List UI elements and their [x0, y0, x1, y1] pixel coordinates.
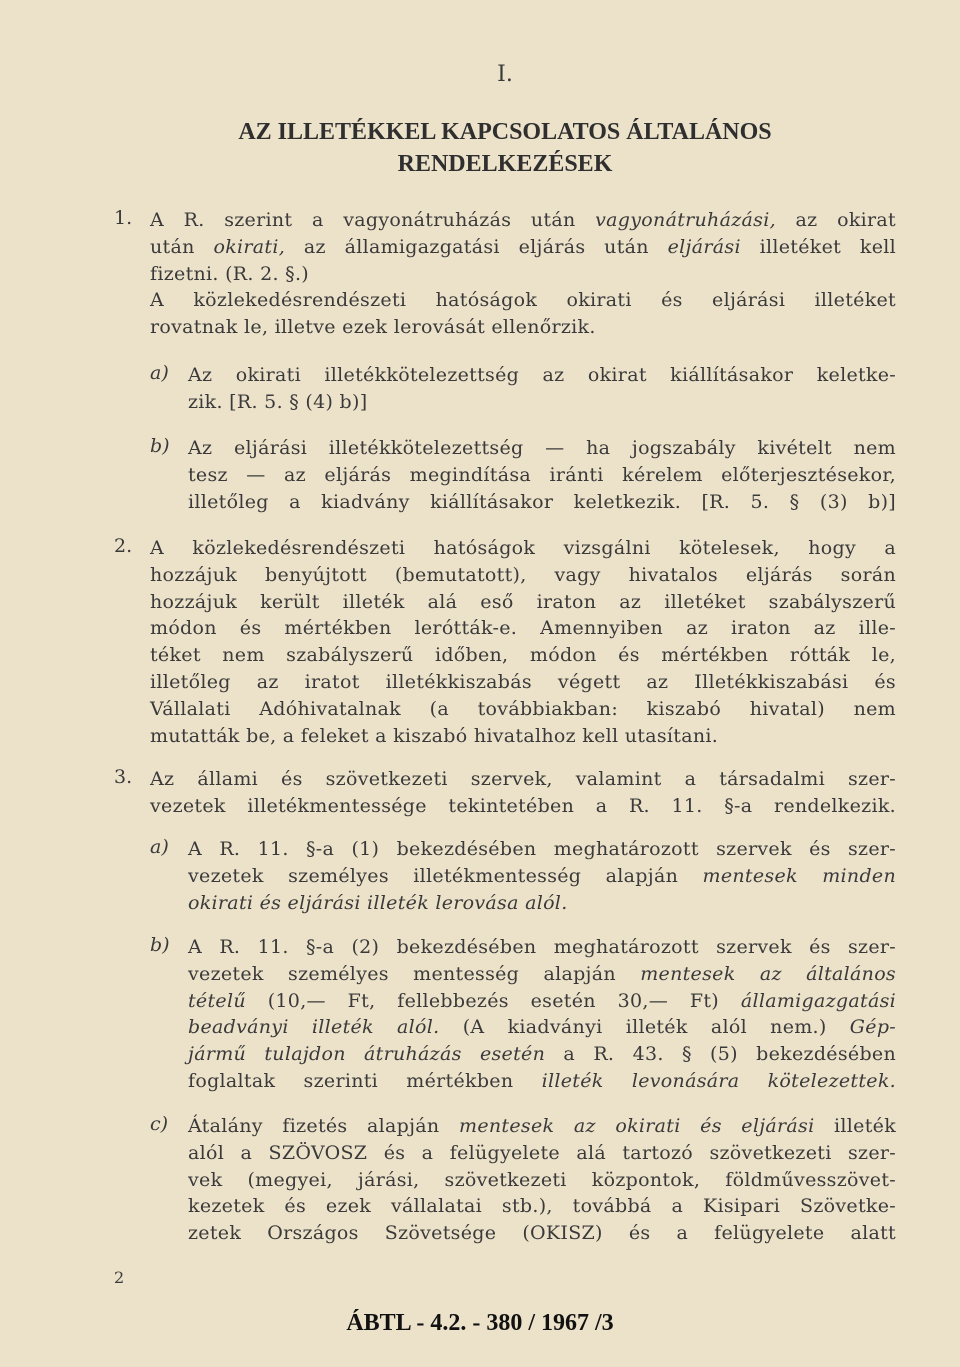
page-number: 2	[114, 1268, 125, 1287]
section-3a-label: a)	[150, 836, 169, 858]
section-1b-label: b)	[150, 435, 170, 457]
s2-line-7: Vállalati Adóhivatalnak (a továbbiakban: kiszabó hivatal) nem	[150, 697, 896, 720]
section-3a-text	[188, 836, 896, 916]
section-1-text	[150, 207, 896, 341]
section-2-number: 2.	[114, 535, 133, 557]
s3b-line-4: beadványi illeték alól. (A kiadványi illeték alól nem.) Gép-	[188, 1016, 897, 1039]
s3c-line-2: alól a SZÖVOSZ és a felügyelete alá tartozó szövetkezeti szer-	[188, 1141, 896, 1164]
section-3b-text	[188, 934, 896, 1095]
section-1-number: 1.	[114, 207, 133, 229]
section-1b-text	[188, 435, 896, 515]
section-3b-label: b)	[150, 934, 170, 956]
section-1a-text	[188, 362, 896, 416]
s1b-line-3: illetőleg a kiadvány kiállításakor keletkezik. [R. 5. § (3) b)]	[188, 490, 896, 513]
s2-line-5: téket nem szabályszerű időben, módon és mértékben rótták le,	[150, 644, 896, 667]
title-line-2: RENDELKEZÉSEK	[397, 151, 613, 177]
s3a-line-1: A R. 11. §-a (1) bekezdésében meghatározott szervek és szer-	[188, 838, 896, 860]
s1-line-4: A közlekedésrendészeti hatóságok okirati és eljárási illetéket	[150, 289, 896, 312]
title-line-1: AZ ILLETÉKKEL KAPCSOLATOS ÁLTALÁNOS	[238, 119, 772, 145]
s2-line-4: módon és mértékben lerótták-e. Amennyiben az iraton az ille-	[150, 617, 896, 640]
s3a-line-3: okirati és eljárási illeték lerovása alól.	[188, 891, 568, 914]
s1-line-5: rovatnak le, illetve ezek lerovását ellenőrzik.	[150, 316, 596, 339]
s1a-line-2: zik. [R. 5. § (4) b)]	[188, 390, 368, 413]
s3b-line-3: tételű (10,— Ft, fellebbezés esetén 30,— Ft) államigazgatási	[188, 989, 896, 1012]
s1b-line-1: Az eljárási illetékkötelezettség — ha jogszabály kivételt nem	[188, 437, 896, 459]
s3-line-2: vezetek illetékmentessége tekintetében a R. 11. §-a rendelkezik.	[150, 794, 896, 817]
s3b-line-6: foglaltak szerinti mértékben illeték levonására kötelezettek.	[188, 1069, 896, 1092]
s2-line-6: illetőleg az iratot illetékkiszabás végett az Illetékkiszabási és	[150, 670, 896, 693]
section-3-number: 3.	[114, 766, 133, 788]
s3c-line-1: Átalány fizetés alapján mentesek az okirati és eljárási illeték	[188, 1115, 897, 1137]
section-1a-label: a)	[150, 362, 169, 384]
section-3c-label: c)	[150, 1113, 169, 1135]
archive-reference-stamp: ÁBTL - 4.2. - 380 / 1967 /3	[346, 1310, 614, 1336]
s3a-line-2: vezetek személyes illetékmentesség alapján mentesek minden	[188, 864, 896, 887]
s3b-line-2: vezetek személyes mentesség alapján mentesek az általános	[188, 962, 896, 985]
section-3-text	[150, 766, 896, 820]
s1-line-2: után okirati, az államigazgatási eljárás után eljárási illetéket kell	[150, 235, 896, 258]
section-2-text	[150, 535, 896, 749]
s3-line-1: Az állami és szövetkezeti szervek, valamint a társadalmi szer-	[150, 768, 896, 790]
s1-line-3: fizetni. (R. 2. §.)	[150, 262, 310, 285]
s3c-line-3: vek (megyei, járási, szövetkezeti központok, földművesszövet-	[188, 1168, 896, 1191]
s1-line-1: A R. szerint a vagyonátruházás után vagyonátruházási, az okirat	[150, 209, 896, 231]
s2-line-1: A közlekedésrendészeti hatóságok vizsgálni kötelesek, hogy a	[150, 537, 896, 559]
s3b-line-5: jármű tulajdon átruházás esetén a R. 43. § (5) bekezdésében	[188, 1043, 896, 1066]
s2-line-2: hozzájuk benyújtott (bemutatott), vagy hivatalos eljárás során	[150, 563, 896, 586]
s2-line-3: hozzájuk került illeték alá eső iraton az illetéket szabályszerű	[150, 590, 896, 613]
s1a-line-1: Az okirati illetékkötelezettség az okirat kiállításakor keletke-	[188, 364, 896, 386]
s1b-line-2: tesz — az eljárás megindítása iránti kérelem előterjesztésekor,	[188, 463, 896, 486]
page-title	[0, 116, 960, 180]
section-3c-text	[188, 1113, 896, 1247]
s3b-line-1: A R. 11. §-a (2) bekezdésében meghatározott szervek és szer-	[188, 936, 896, 958]
chapter-number: I.	[497, 62, 513, 87]
s3c-line-5: zetek Országos Szövetsége (OKISZ) és a felügyelete alatt	[188, 1222, 896, 1245]
s3c-line-4: kezetek és ezek vállalatai stb.), továbbá a Kisipari Szövetke-	[188, 1195, 896, 1218]
s2-line-8: mutatták be, a feleket a kiszabó hivatalhoz kell utasítani.	[150, 724, 719, 747]
